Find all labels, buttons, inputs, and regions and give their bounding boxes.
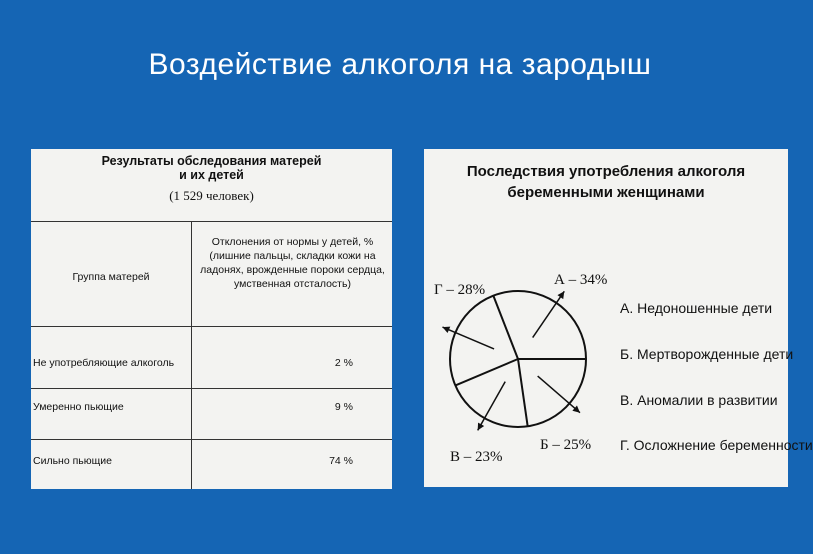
table-heading-line1: Результаты обследования матерей [101, 154, 322, 168]
table-row-group: Умеренно пьющие [33, 401, 124, 413]
table-row-value: 74 % [329, 455, 353, 467]
legend-item-g: Г. Осложнение беременности [620, 437, 813, 453]
table-subheading: (1 529 человек) [169, 188, 254, 203]
table-row-value: 2 % [334, 357, 353, 369]
slice-label-a: А – 34% [554, 272, 608, 288]
legend-item-b: Б. Мертворожденные дети [620, 346, 794, 362]
table-row-group: Не употребляющие алкоголь [33, 357, 175, 369]
table-rule [31, 388, 392, 389]
table-rule [31, 326, 392, 327]
table-rule [31, 439, 392, 440]
pie-slice-arrow-Г [442, 327, 494, 349]
results-table [31, 221, 392, 489]
diagram-title-line2: беременными женщинами [507, 184, 705, 201]
table-row-value: 9 % [334, 401, 353, 413]
column-header-deviation: Отклонения от нормы у детей, % (лишние пальцы, складки кожи на ладонях, врожденные пороки сердца, умственная отсталость) [200, 236, 385, 290]
legend-item-v: В. Аномалии в развитии [620, 392, 778, 408]
table-row-group: Сильно пьющие [33, 455, 112, 467]
table-heading [31, 154, 392, 182]
diagram-title-line1: Последствия употребления алкоголя [466, 163, 746, 180]
pie-slice-arrow-В [478, 382, 506, 431]
arrowhead-icon [557, 291, 564, 299]
column-header-group: Группа матерей [72, 271, 150, 283]
pie-slice-arrow-Б [538, 376, 580, 413]
table-rule [31, 221, 392, 222]
slice-label-v: В – 23% [450, 449, 503, 465]
table-column-divider [191, 221, 192, 489]
slice-label-b: Б – 25% [540, 437, 592, 453]
table-heading-line2: и их детей [179, 168, 244, 182]
slice-label-g: Г – 28% [434, 282, 486, 298]
pie-diagram-image [424, 149, 813, 487]
pie-slice-divider [518, 359, 528, 426]
pie-slice-divider [455, 359, 518, 385]
slide-title: Воздействие алкоголя на зародыш [148, 48, 652, 81]
results-table-image [31, 149, 392, 489]
legend-item-a: А. Недоношенные дети [620, 300, 773, 316]
pie-slice-divider [493, 296, 518, 359]
